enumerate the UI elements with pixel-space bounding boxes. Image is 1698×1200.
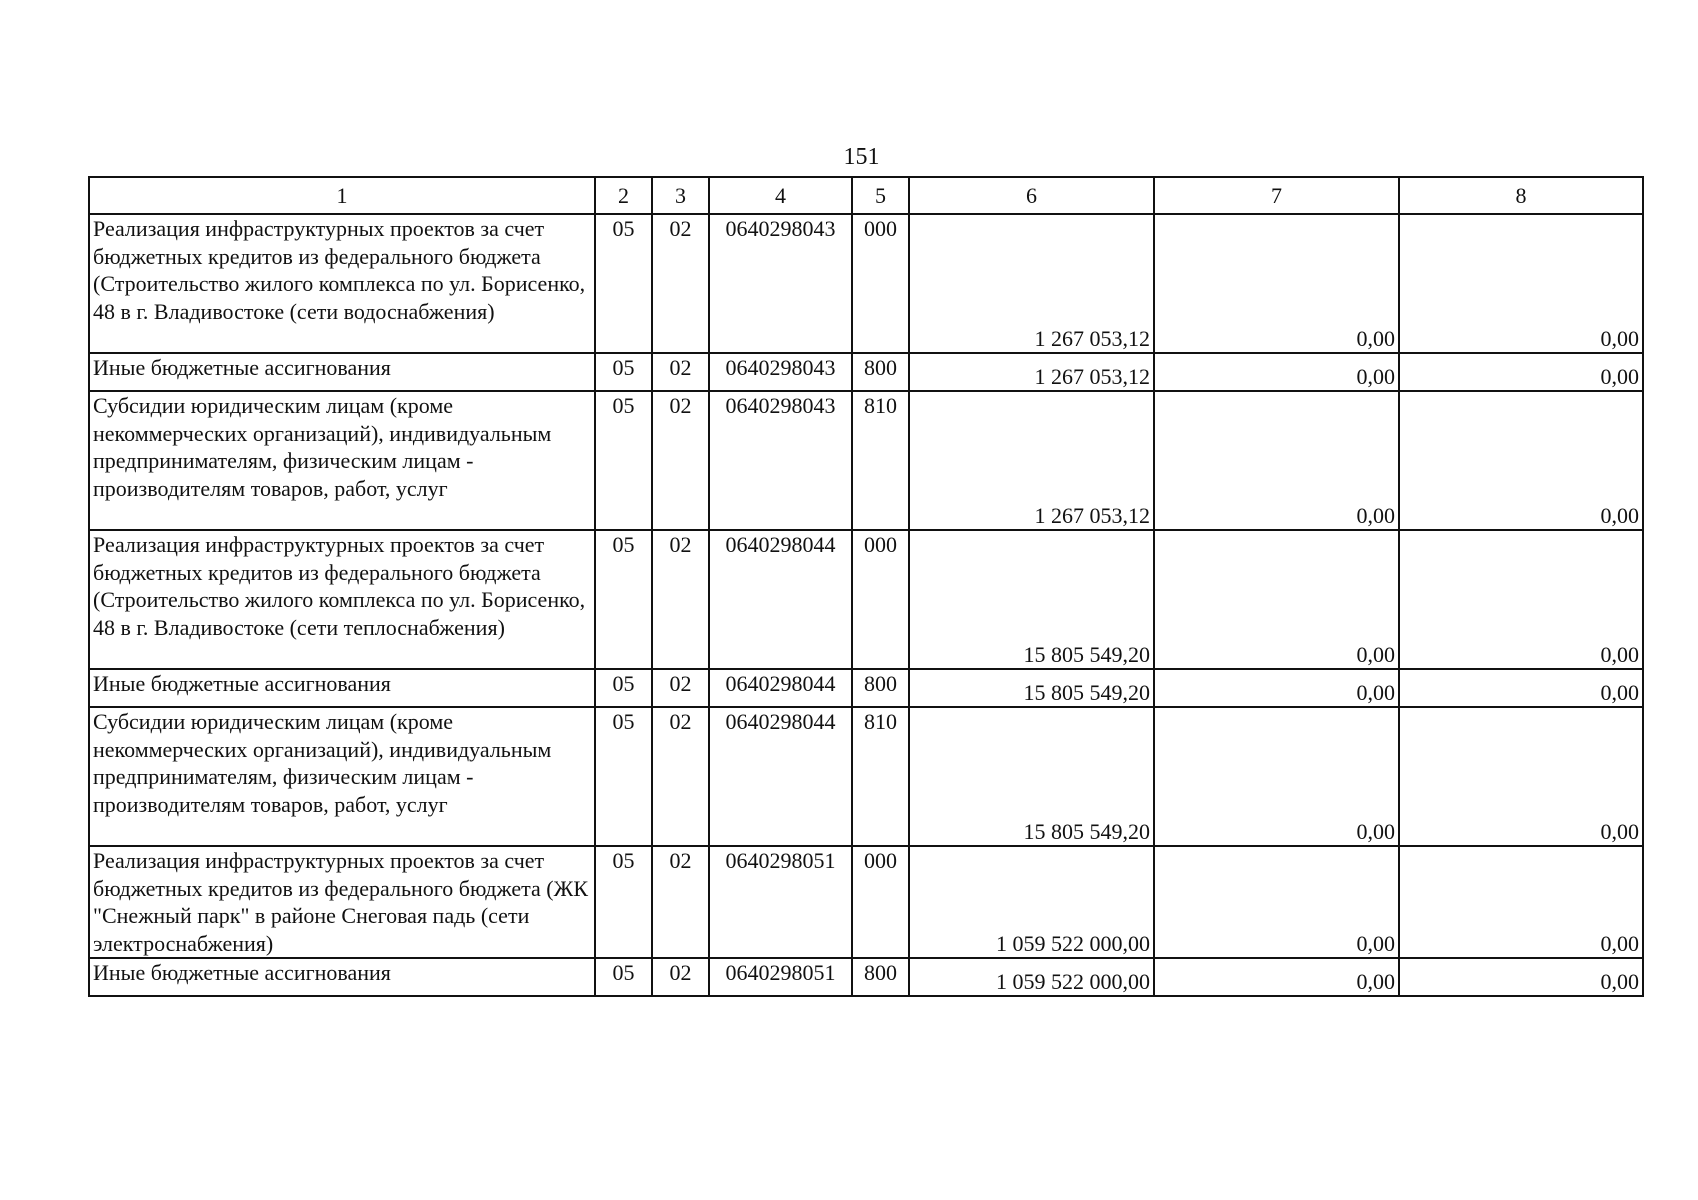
amount-col-8: 0,00: [1399, 707, 1643, 846]
section-code: 05: [595, 958, 652, 996]
section-code: 05: [595, 530, 652, 669]
row-name: Субсидии юридическим лицам (кроме некоммерческих организаций), индивидуальным предпринимателям, физическим лицам - производителям товаров, работ, услуг: [89, 391, 595, 530]
row-name: Реализация инфраструктурных проектов за счет бюджетных кредитов из федерального бюджета (Строительство жилого комплекса по ул. Борисенко, 48 в г. Владивостоке (сети водоснабжения): [89, 214, 595, 353]
section-code: 05: [595, 669, 652, 707]
expense-type-code: 000: [852, 530, 909, 669]
amount-col-6: 1 267 053,12: [909, 214, 1154, 353]
amount-col-7: 0,00: [1154, 530, 1399, 669]
target-article-code: 0640298043: [709, 214, 852, 353]
subsection-code: 02: [652, 707, 709, 846]
column-header: 4: [709, 177, 852, 214]
expense-type-code: 800: [852, 669, 909, 707]
column-header: 2: [595, 177, 652, 214]
column-header: 8: [1399, 177, 1643, 214]
subsection-code: 02: [652, 391, 709, 530]
page-number: 151: [843, 144, 880, 170]
expense-type-code: 800: [852, 353, 909, 391]
row-name: Иные бюджетные ассигнования: [89, 353, 595, 391]
table-row: [89, 214, 1643, 353]
target-article-code: 0640298051: [709, 846, 852, 958]
expense-type-code: 800: [852, 958, 909, 996]
section-code: 05: [595, 353, 652, 391]
row-name: Иные бюджетные ассигнования: [89, 669, 595, 707]
amount-col-7: 0,00: [1154, 958, 1399, 996]
amount-col-7: 0,00: [1154, 669, 1399, 707]
target-article-code: 0640298043: [709, 353, 852, 391]
table-row: [89, 669, 1643, 707]
row-name: Реализация инфраструктурных проектов за счет бюджетных кредитов из федерального бюджета (Строительство жилого комплекса по ул. Борисенко, 48 в г. Владивостоке (сети теплоснабжения): [89, 530, 595, 669]
section-code: 05: [595, 214, 652, 353]
amount-col-6: 15 805 549,20: [909, 707, 1154, 846]
amount-col-8: 0,00: [1399, 353, 1643, 391]
amount-col-8: 0,00: [1399, 669, 1643, 707]
row-name: Реализация инфраструктурных проектов за счет бюджетных кредитов из федерального бюджета (ЖК "Снежный парк" в районе Снеговая падь (сети электроснабжения): [89, 846, 595, 958]
amount-col-7: 0,00: [1154, 214, 1399, 353]
amount-col-6: 1 267 053,12: [909, 353, 1154, 391]
budget-table: [88, 176, 1644, 997]
section-code: 05: [595, 391, 652, 530]
expense-type-code: 000: [852, 214, 909, 353]
column-header: 6: [909, 177, 1154, 214]
column-header: 1: [89, 177, 595, 214]
amount-col-7: 0,00: [1154, 353, 1399, 391]
column-header: 5: [852, 177, 909, 214]
table-row: [89, 958, 1643, 996]
subsection-code: 02: [652, 958, 709, 996]
subsection-code: 02: [652, 530, 709, 669]
amount-col-7: 0,00: [1154, 707, 1399, 846]
subsection-code: 02: [652, 669, 709, 707]
target-article-code: 0640298044: [709, 707, 852, 846]
section-code: 05: [595, 707, 652, 846]
subsection-code: 02: [652, 846, 709, 958]
amount-col-8: 0,00: [1399, 214, 1643, 353]
section-code: 05: [595, 846, 652, 958]
expense-type-code: 000: [852, 846, 909, 958]
subsection-code: 02: [652, 353, 709, 391]
target-article-code: 0640298044: [709, 530, 852, 669]
table-header-row: [89, 177, 1643, 214]
amount-col-8: 0,00: [1399, 391, 1643, 530]
table-row: [89, 530, 1643, 669]
column-header: 7: [1154, 177, 1399, 214]
target-article-code: 0640298044: [709, 669, 852, 707]
amount-col-7: 0,00: [1154, 846, 1399, 958]
amount-col-8: 0,00: [1399, 846, 1643, 958]
expense-type-code: 810: [852, 707, 909, 846]
amount-col-6: 1 059 522 000,00: [909, 846, 1154, 958]
target-article-code: 0640298043: [709, 391, 852, 530]
expense-type-code: 810: [852, 391, 909, 530]
table-row: [89, 353, 1643, 391]
table-row: [89, 707, 1643, 846]
amount-col-6: 15 805 549,20: [909, 530, 1154, 669]
target-article-code: 0640298051: [709, 958, 852, 996]
amount-col-8: 0,00: [1399, 530, 1643, 669]
row-name: Субсидии юридическим лицам (кроме некоммерческих организаций), индивидуальным предпринимателям, физическим лицам - производителям товаров, работ, услуг: [89, 707, 595, 846]
amount-col-7: 0,00: [1154, 391, 1399, 530]
subsection-code: 02: [652, 214, 709, 353]
table-row: [89, 846, 1643, 958]
amount-col-6: 1 267 053,12: [909, 391, 1154, 530]
amount-col-6: 15 805 549,20: [909, 669, 1154, 707]
amount-col-6: 1 059 522 000,00: [909, 958, 1154, 996]
column-header: 3: [652, 177, 709, 214]
row-name: Иные бюджетные ассигнования: [89, 958, 595, 996]
table-row: [89, 391, 1643, 530]
amount-col-8: 0,00: [1399, 958, 1643, 996]
